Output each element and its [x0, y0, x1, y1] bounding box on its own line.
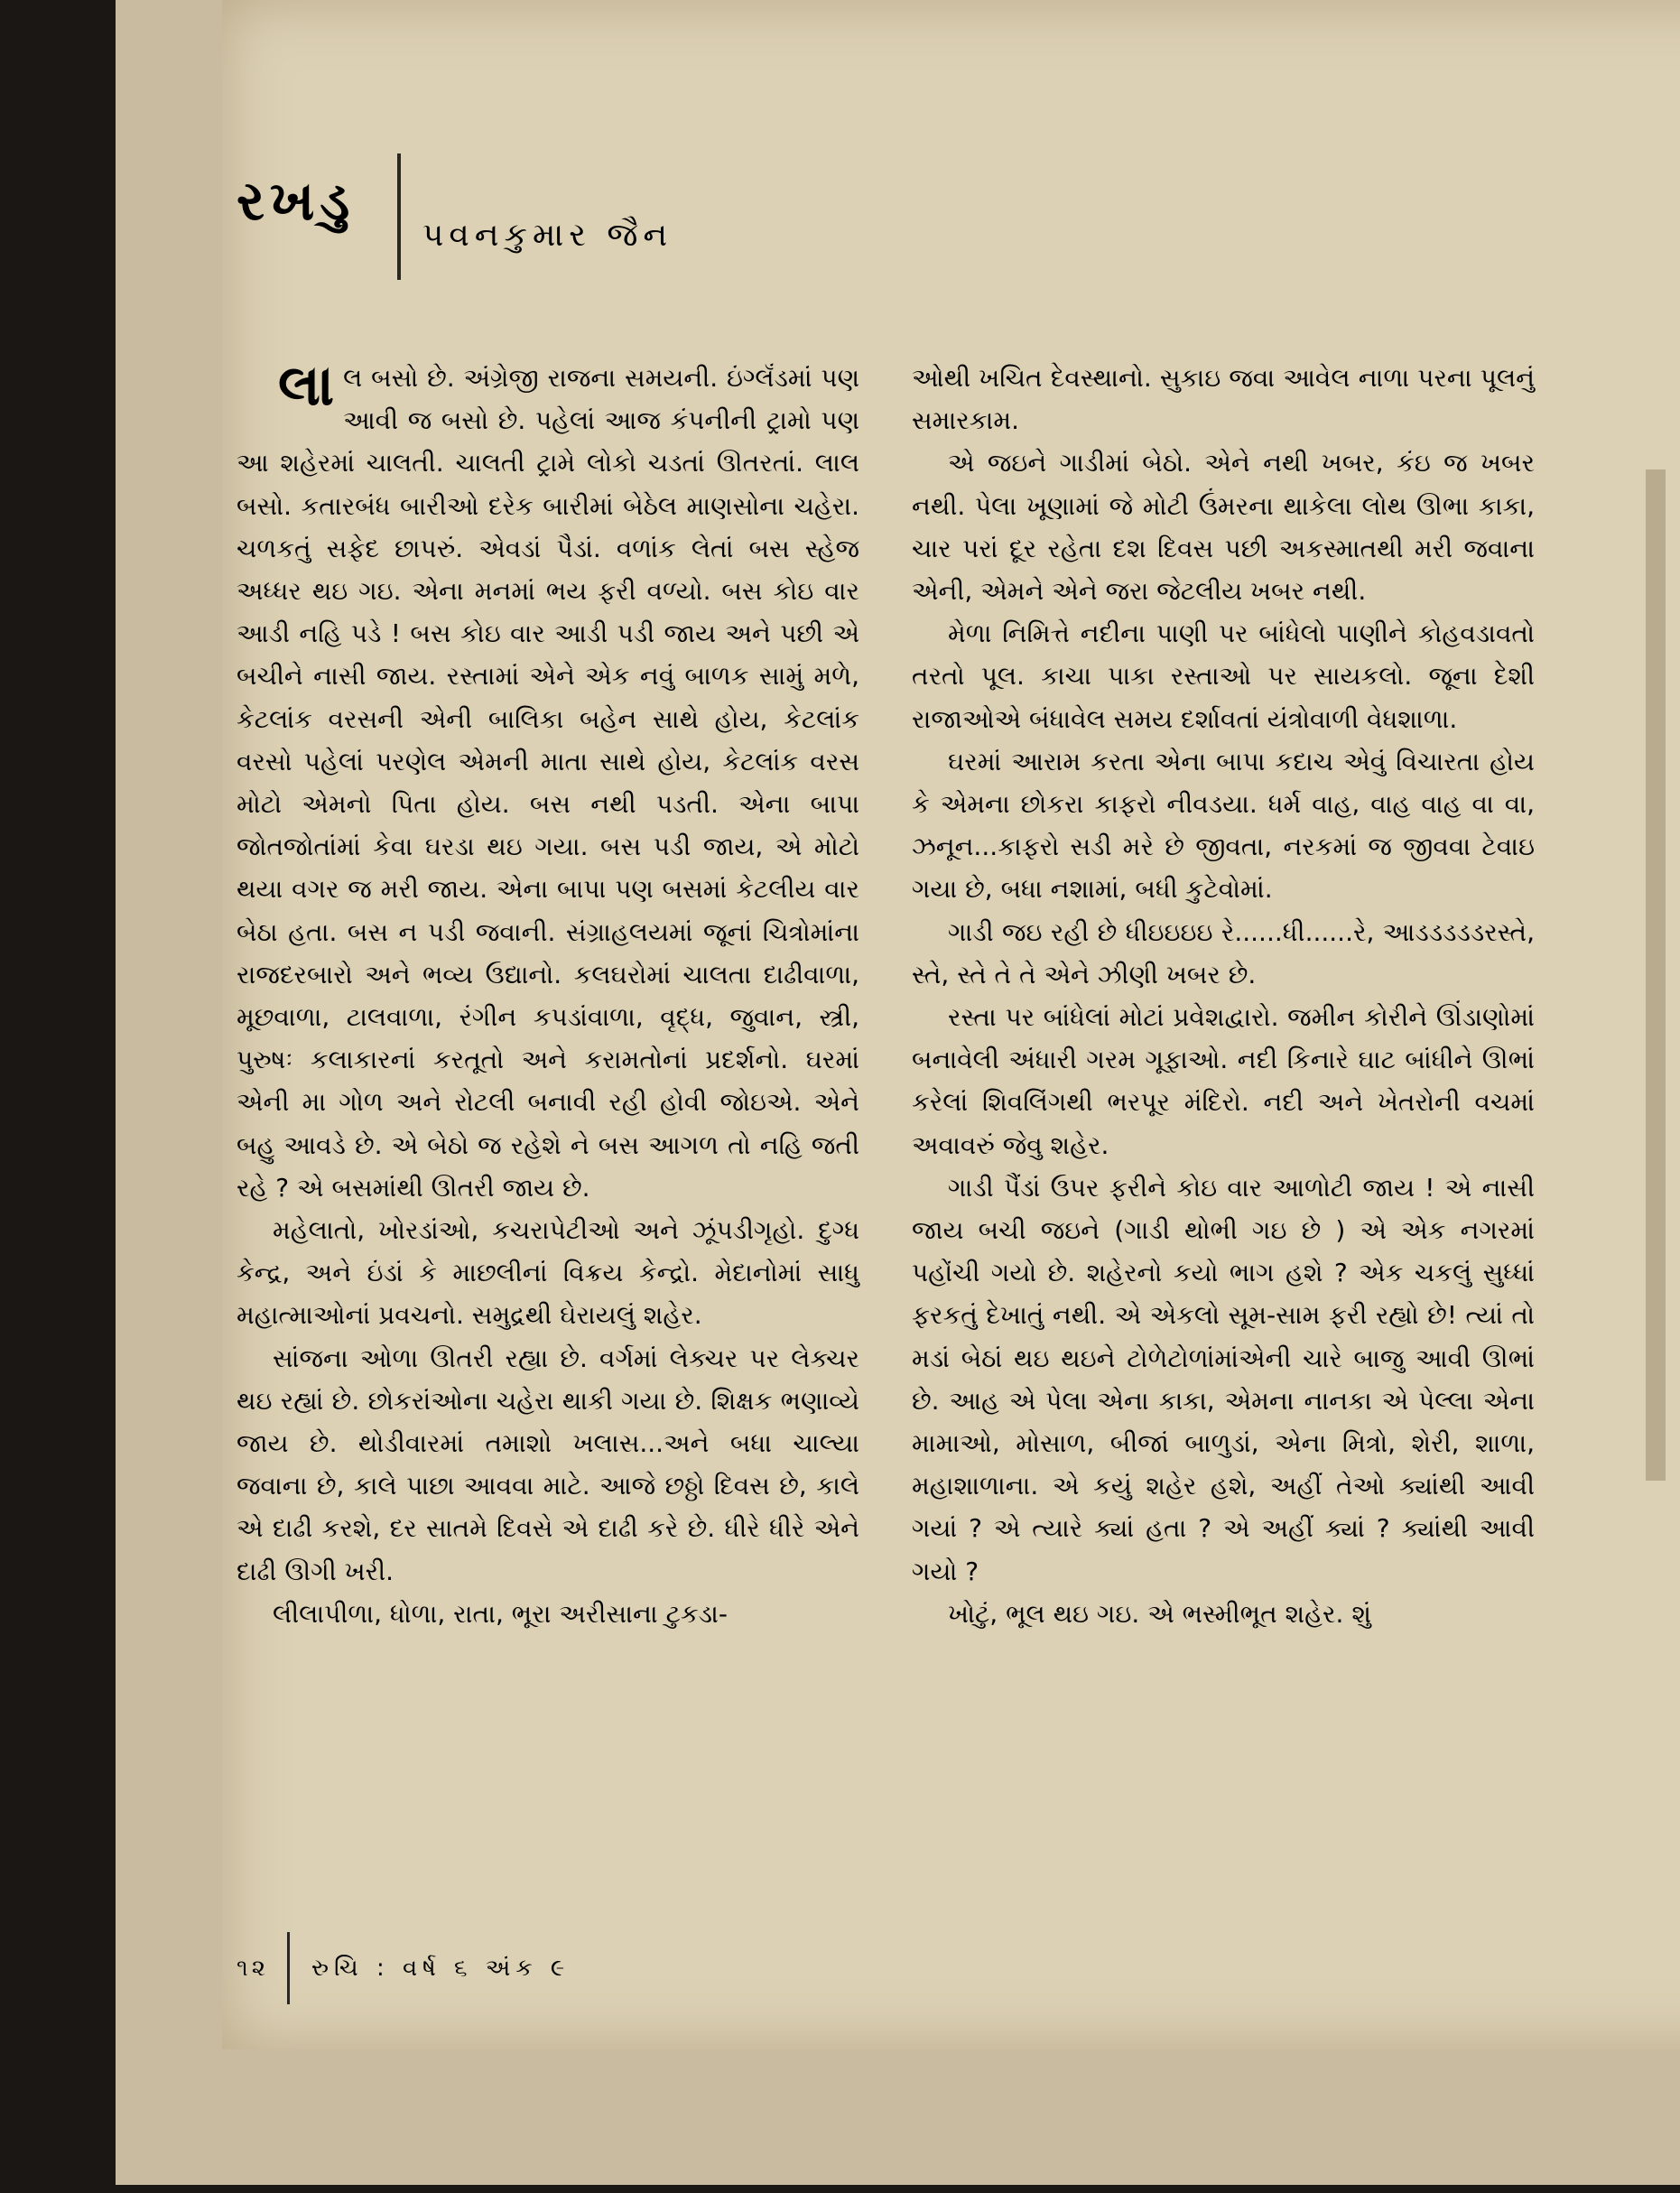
paragraph: ગાડી પૈંડાં ઉપર ફરીને કોઇ વાર આળોટી જાય ! એ નાસી જાય બચી જઇને (ગાડી થોભી ગઇ છે ) એ એક નગરમાં પહોંચી ગયો છે. શહેરનો કયો ભાગ હશે ? એક ચકલું સુધ્ધાં ફરકતું દેખાતું નથી. એ એકલો સૂમ-સામ ફરી રહ્યો છે! ત્યાં તો મડાં બેઠાં થઇ થઇને ટોળેટોળાંમાંએની ચારે બાજુ આવી ઊભાં છે. આહ એ પેલા એના કાકા, એમના નાનકા એ પેલ્લા એના મામાઓ, મોસાળ, બીજાં બાળુડાં, એના મિત્રો, શેરી, શાળા, મહાશાળાના. એ કયું શહેર હશે, અહીં તેઓ ક્યાંથી આવી ગયાં ? એ ત્યારે ક્યાં હતા ? એ અહીં ક્યાં ? ક્યાંથી આવી ગયો ? — [912, 1172, 1535, 1586]
paragraph: ઘરમાં આરામ કરતા એના બાપા કદાચ એવું વિચારતા હોય કે એમના છોકરા કાફરો નીવડયા. ધર્મ વાહ, વાહ વાહ વા વા, ઝનૂન...કાફરો સડી મરે છે જીવતા, નરકમાં જ જીવવા ટેવાઇ ગયા છે, બધા નશામાં, બધી કુટેવોમાં. — [912, 746, 1535, 905]
article-author: પવનકુમાર જૈન — [422, 217, 673, 254]
title-divider — [397, 153, 401, 280]
footer-divider — [287, 1932, 290, 2004]
paragraph: એ જઇને ગાડીમાં બેઠો. એને નથી ખબર, કંઇ જ ખબર નથી. પેલા ખૂણામાં જે મોટી ઉંમરના થાકેલા લોથ ઊભા કાકા, ચાર પરાં દૂર રહેતા દશ દિવસ પછી અકસ્માતથી મરી જવાના એની, એમને એને જરા જેટલીય ખબર નથી. — [912, 448, 1535, 607]
page-number: ૧૨ — [237, 1955, 270, 1982]
page-edge — [1646, 469, 1666, 1481]
paragraph: ખોટું, ભૂલ થઇ ગઇ. એ ભસ્મીભૂત શહેર. શું — [948, 1598, 1371, 1629]
running-head: રુચિ : વર્ષ ૬ અંક ૯ — [311, 1955, 571, 1982]
paragraph: મહેલાતો, ખોરડાંઓ, કચરાપેટીઓ અને ઝૂંપડીગૃહો. દુગ્ધ કેન્દ્ર, અને ઇંડાં કે માછલીનાં વિક્રય કેન્દ્રો. મેદાનોમાં સાધુ મહાત્માઓનાં પ્રવચનો. સમુદ્રથી ઘેરાયલું શહેર. — [237, 1215, 859, 1331]
paragraph: સાંજના ઓળા ઊતરી રહ્યા છે. વર્ગમાં લેક્ચર પર લેક્ચર થઇ રહ્યાં છે. છોકરાંઓના ચહેરા થાકી ગયા છે. શિક્ષક ભણાવ્યે જાય છે. થોડીવારમાં તમાશો ખલાસ...અને બધા ચાલ્યા જવાના છે, કાલે પાછા આવવા માટે. આજે છઠ્ઠો દિવસ છે, કાલે એ દાઢી કરશે, દર સાતમે દિવસે એ દાઢી કરે છે. ધીરે ધીરે એને દાઢી ઊગી ખરી. — [237, 1343, 859, 1586]
paragraph: લીલાપીળા, ધોળા, રાતા, ભૂરા અરીસાના ટુકડા- — [273, 1598, 728, 1629]
left-column — [237, 352, 859, 1635]
paragraph: ગાડી જઇ રહી છે ધીઇઇઇઇ રે......ધી......રે, આડડડડડરસ્તે, સ્તે, સ્તે તે તે એને ઝીણી ખબર છે. — [912, 916, 1535, 990]
paragraph: ઓથી ખચિત દેવસ્થાનો. સુકાઇ જવા આવેલ નાળા પરના પૂલનું સમારકામ. — [912, 363, 1535, 436]
drop-cap: લા — [278, 352, 335, 418]
paragraph: રસ્તા પર બાંધેલાં મોટાં પ્રવેશદ્વારો. જમીન કોરીને ઊંડાણોમાં બનાવેલી અંધારી ગરમ ગૂફાઓ. નદી કિનારે ઘાટ બાંધીને ઊભાં કરેલાં શિવલિંગથી ભરપૂર મંદિરો. નદી અને ખેતરોની વચમાં અવાવરું જેવુ શહેર. — [912, 1002, 1535, 1160]
right-column — [912, 357, 1535, 1635]
article-title: રખડુ — [237, 170, 356, 233]
paragraph: લ બસો છે. અંગ્રેજી રાજના સમયની. ઇંગ્લૅંડમાં પણ આવી જ બસો છે. પહેલાં આજ કંપનીની ટ્રામો પણ આ શહેરમાં ચાલતી. ચાલતી ટ્રામે લોકો ચડતાં ઊતરતાં. લાલ બસો. કતારબંધ બારીઓ દરેક બારીમાં બેઠેલ માણસોના ચહેરા. ચળકતું સફેદ છાપરું. એવડાં પૈડાં. વળાંક લેતાં બસ સ્હેજ અધ્ધર થઇ ગઇ. એના મનમાં ભય ફરી વળ્યો. બસ કોઇ વાર આડી નહિ પડે ! બસ કોઇ વાર આડી પડી જાય અને પછી એ બચીને નાસી જાય. રસ્તામાં એને એક નવું બાળક સામું મળે, કેટલાંક વરસની એની બાલિકા બહેન સાથે હોય, કેટલાંક વરસો પહેલાં પરણેલ એમની માતા સાથે હોય, કેટલાંક વરસ મોટો એમનો પિતા હોય. બસ નથી પડતી. એના બાપા જોતજોતાંમાં કેવા ઘરડા થઇ ગયા. બસ પડી જાય, એ મોટો થયા વગર જ મરી જાય. એના બાપા પણ બસમાં કેટલીય વાર બેઠા હતા. બસ ન પડી જવાની. સંગ્રાહલયમાં જૂનાં ચિત્રોમાંના રાજદરબારો અને ભવ્ય ઉદ્યાનો. કલઘરોમાં ચાલતા દાઢીવાળા, મૂછવાળા, ટાલવાળા, રંગીન કપડાંવાળા, વૃદ્ધ, જુવાન, સ્ત્રી, પુરુષઃ કલાકારનાં કરતૂતો અને કરામતોનાં પ્રદર્શનો. ઘરમાં એની મા ગોળ અને રોટલી બનાવી રહી હોવી જોઇએ. એને બહુ આવડે છે. એ બેઠો જ રહેશે ને બસ આગળ તો નહિ જતી રહે ? એ બસમાંથી ઊતરી જાય છે. — [237, 363, 859, 1203]
paragraph: મેળા નિમિત્તે નદીના પાણી પર બાંધેલો પાણીને કોહવડાવતો તરતો પૂલ. કાચા પાકા રસ્તાઓ પર સાયકલો. જૂના દેશી રાજાઓએ બંધાવેલ સમય દર્શાવતાં યંત્રોવાળી વેધશાળા. — [912, 618, 1535, 734]
